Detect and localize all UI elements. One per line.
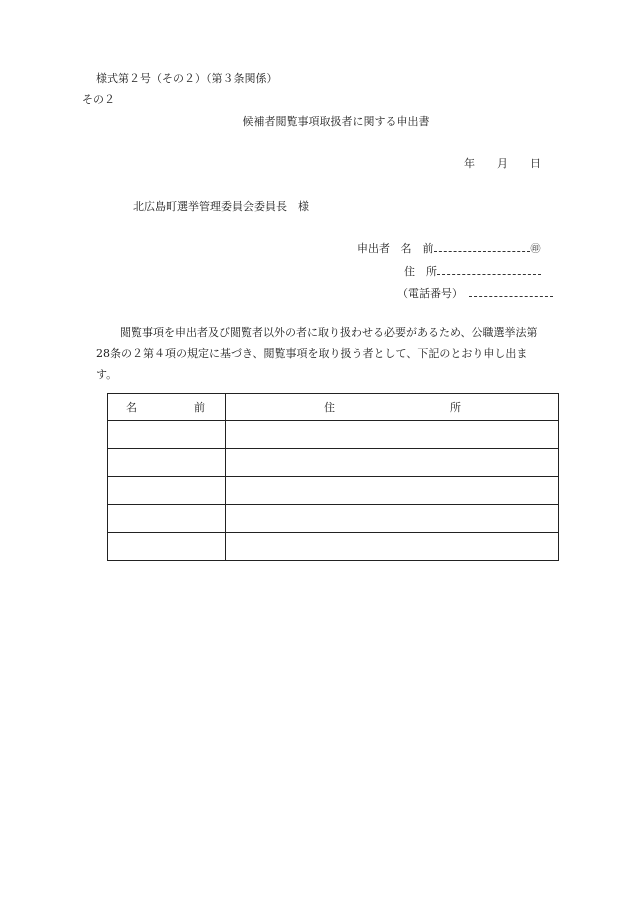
address-cell[interactable] (226, 477, 559, 505)
address-header-char-1: 住 (324, 401, 335, 414)
table-row (108, 449, 559, 477)
body-line-1: 閲覧事項を申出者及び閲覧者以外の者に取り扱わせる必要があるため、公職選挙法第 (120, 326, 538, 339)
addressee: 北広島町選挙管理委員会委員長 様 (133, 200, 309, 213)
body-paragraph (96, 322, 578, 385)
table-row (108, 505, 559, 533)
applicant-address-row (404, 263, 541, 279)
applicant-label: 申出者 (357, 242, 390, 255)
address-label: 住 所 (404, 265, 437, 278)
form-number: 様式第２号（その２）（第３条関係） (96, 72, 278, 85)
table-header-row (108, 394, 559, 421)
applicant-phone-row (397, 285, 553, 301)
address-header-char-2: 所 (450, 401, 461, 414)
address-cell[interactable] (226, 449, 559, 477)
name-cell[interactable] (108, 505, 226, 533)
address-field[interactable] (437, 263, 541, 275)
form-sub-label: その２ (82, 93, 115, 106)
document-title: 候補者閲覧事項取扱者に関する申出書 (242, 115, 430, 128)
address-column-header (226, 394, 559, 421)
name-header-char-2: 前 (194, 401, 205, 414)
table-row (108, 533, 559, 561)
table-row (108, 421, 559, 449)
seal-mark: ㊞ (530, 244, 541, 255)
applicant-name-row (357, 240, 541, 256)
name-column-header (108, 394, 226, 421)
handler-table (107, 393, 559, 561)
table-row (108, 477, 559, 505)
body-line-2: 28条の２第４項の規定に基づき、閲覧事項を取り扱う者として、下記のとおり申し出ま (96, 347, 528, 360)
name-header-char-1: 名 (126, 401, 137, 414)
day-label: 日 (530, 157, 541, 170)
name-cell[interactable] (108, 533, 226, 561)
address-cell[interactable] (226, 421, 559, 449)
address-cell[interactable] (226, 533, 559, 561)
name-field[interactable] (434, 240, 530, 252)
phone-field[interactable] (469, 285, 553, 297)
month-label: 月 (497, 157, 508, 170)
name-cell[interactable] (108, 421, 226, 449)
name-cell[interactable] (108, 477, 226, 505)
name-label: 名 前 (400, 242, 434, 255)
phone-label: （電話番号） (397, 287, 463, 300)
body-line-3: す。 (96, 368, 118, 381)
date-line (464, 155, 541, 171)
name-cell[interactable] (108, 449, 226, 477)
year-label: 年 (464, 157, 475, 170)
address-cell[interactable] (226, 505, 559, 533)
